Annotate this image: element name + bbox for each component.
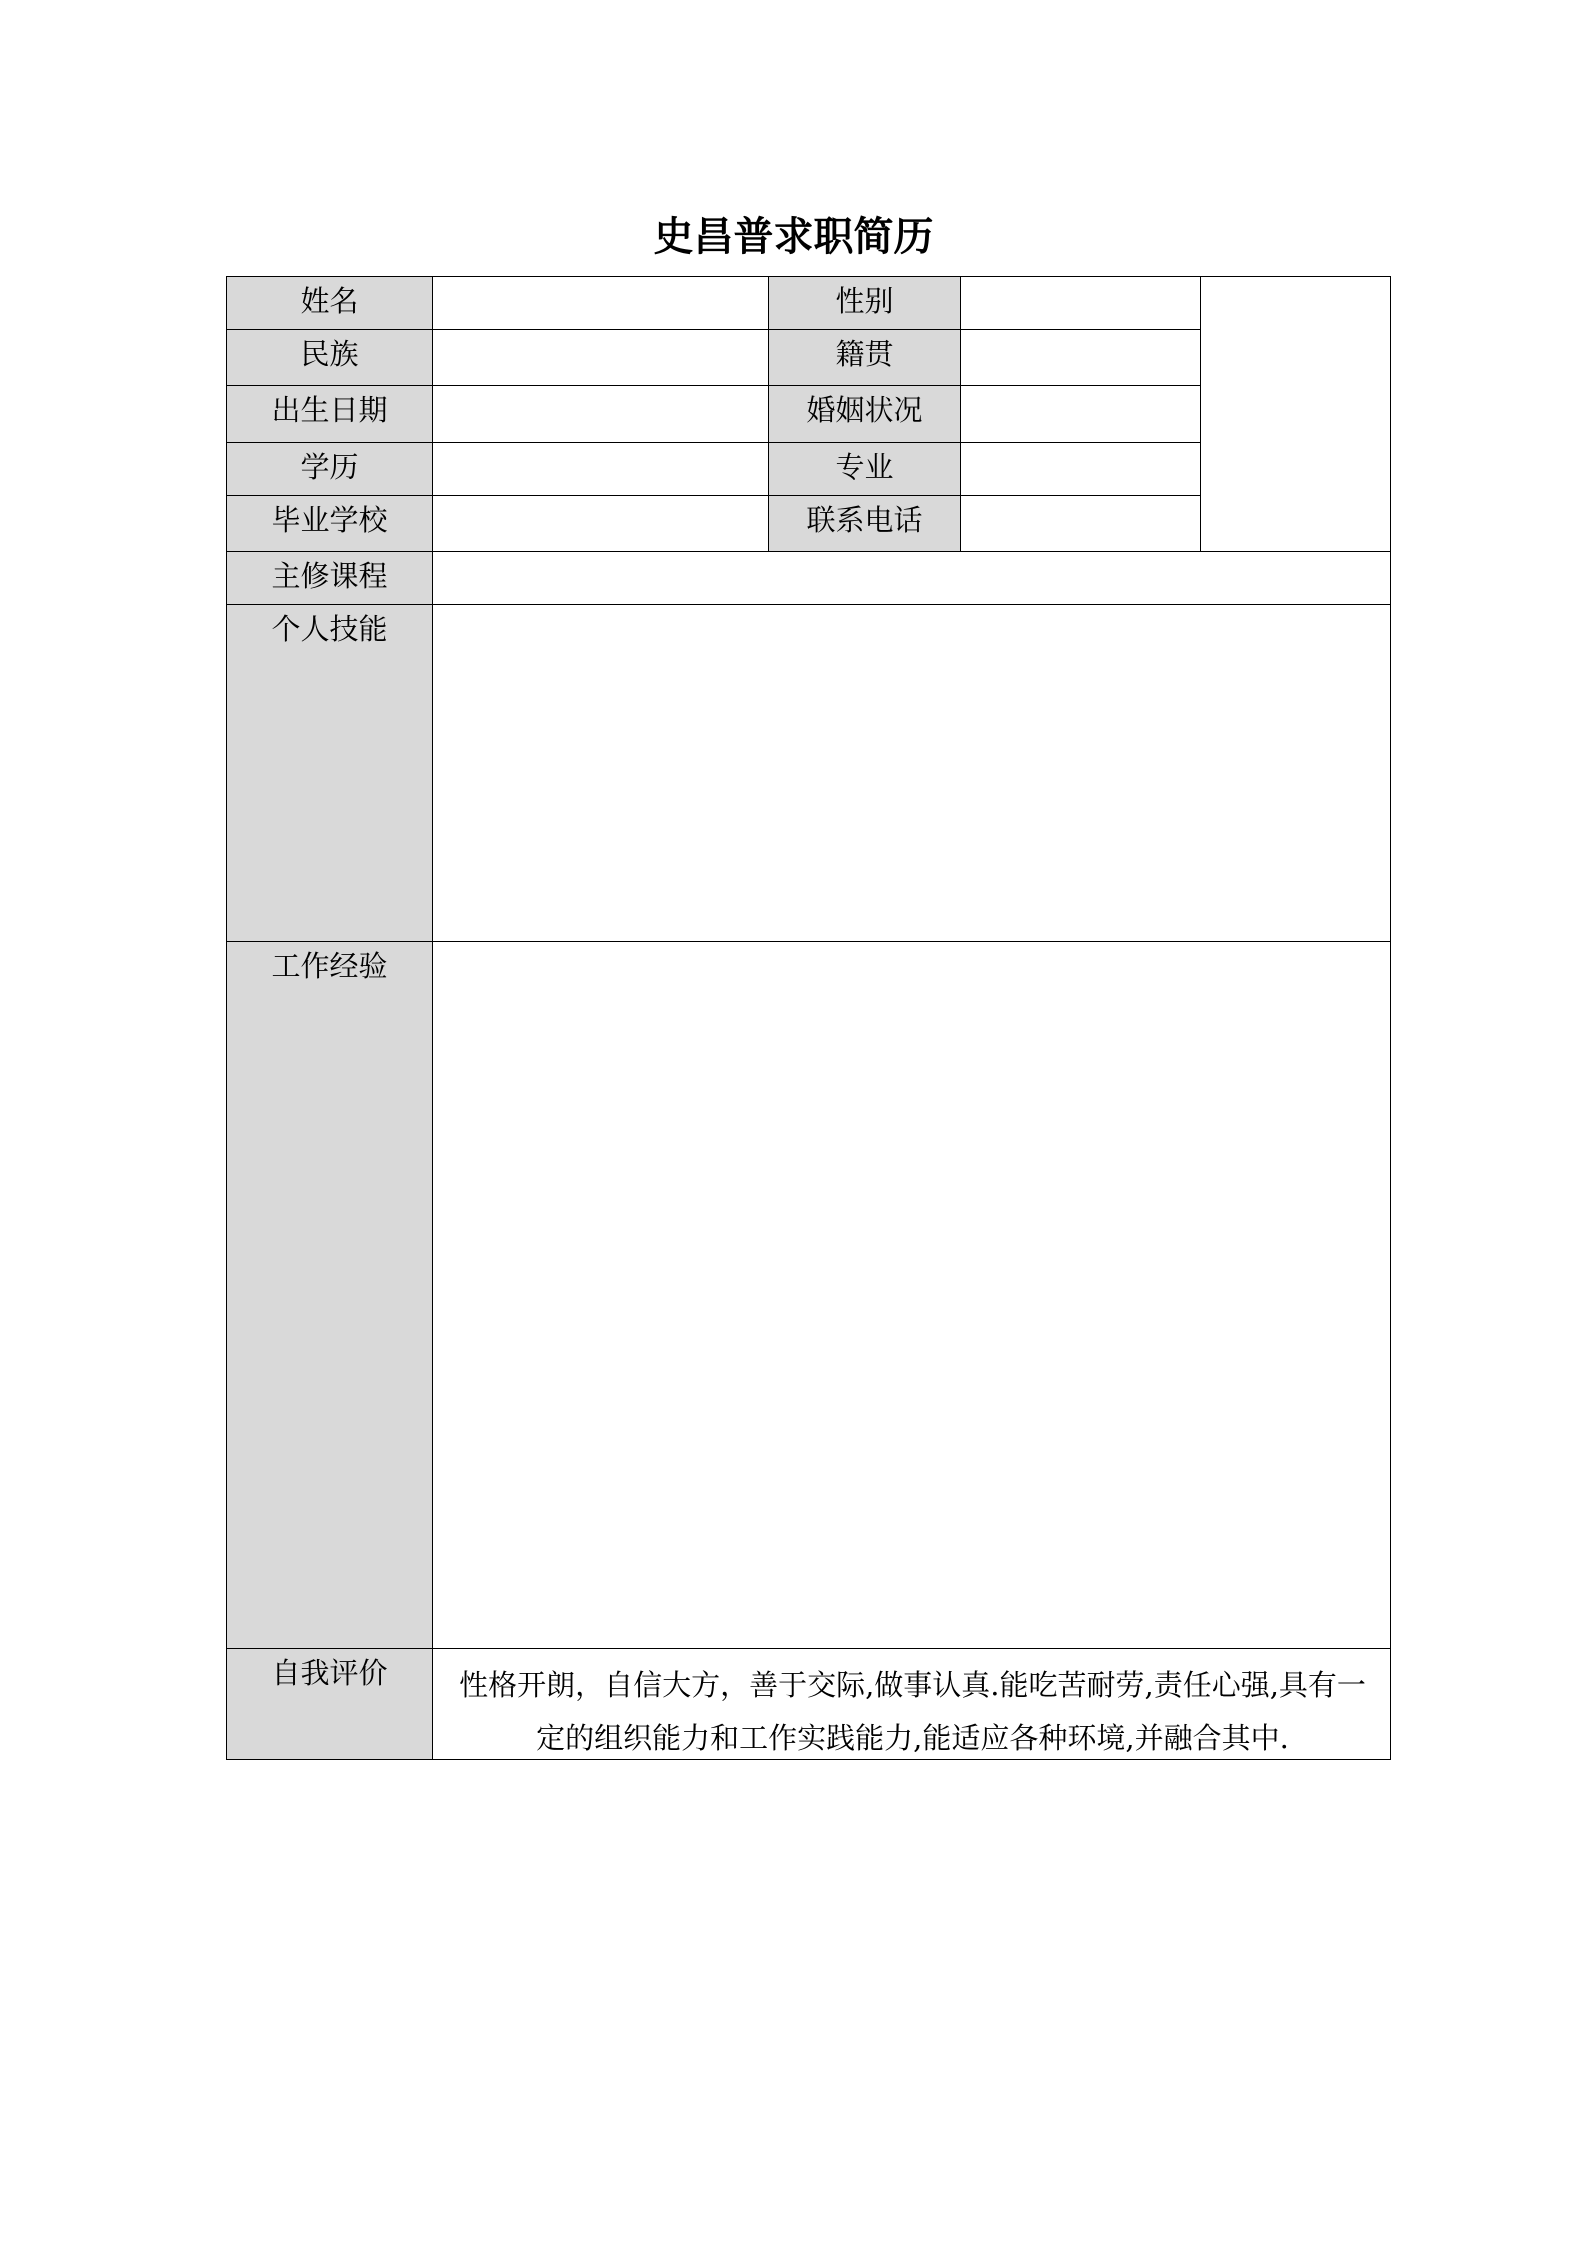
label-text: 婚姻状况 bbox=[806, 393, 923, 427]
label-phone bbox=[768, 495, 961, 552]
major-field[interactable] bbox=[960, 442, 1201, 496]
label-text: 自我评价 bbox=[271, 1656, 388, 1690]
label-text: 毕业学校 bbox=[271, 503, 388, 537]
label-courses bbox=[226, 551, 433, 605]
label-native-place bbox=[768, 329, 961, 386]
label-birthdate bbox=[226, 385, 433, 443]
birthdate-field[interactable] bbox=[432, 385, 769, 443]
label-text: 出生日期 bbox=[271, 393, 388, 427]
label-text: 学历 bbox=[300, 450, 359, 484]
label-text: 个人技能 bbox=[271, 612, 388, 646]
label-marital-status bbox=[768, 385, 961, 443]
gender-field[interactable] bbox=[960, 276, 1201, 330]
label-text: 姓名 bbox=[300, 284, 359, 318]
label-education bbox=[226, 442, 433, 496]
label-text: 专业 bbox=[835, 450, 894, 484]
label-text: 工作经验 bbox=[271, 949, 388, 983]
label-self-evaluation bbox=[226, 1648, 433, 1760]
label-major bbox=[768, 442, 961, 496]
label-gender bbox=[768, 276, 961, 330]
skills-field[interactable] bbox=[432, 604, 1391, 942]
label-ethnicity bbox=[226, 329, 433, 386]
marital-status-field[interactable] bbox=[960, 385, 1201, 443]
work-experience-field[interactable] bbox=[432, 941, 1391, 1649]
ethnicity-field[interactable] bbox=[432, 329, 769, 386]
self-evaluation-field[interactable] bbox=[432, 1648, 1391, 1760]
label-text: 籍贯 bbox=[835, 337, 894, 371]
name-field[interactable] bbox=[432, 276, 769, 330]
label-name bbox=[226, 276, 433, 330]
school-field[interactable] bbox=[432, 495, 769, 552]
label-skills bbox=[226, 604, 433, 942]
courses-field[interactable] bbox=[432, 551, 1391, 605]
phone-field[interactable] bbox=[960, 495, 1201, 552]
self-evaluation-text: 性格开朗，自信大方，善于交际,做事认真.能吃苦耐劳,责任心强,具有一定的组织能力和工作实践能力,能适应各种环境,并融合其中. bbox=[459, 1668, 1366, 1755]
label-text: 性别 bbox=[835, 284, 894, 318]
label-text: 民族 bbox=[300, 337, 359, 371]
label-work-experience bbox=[226, 941, 433, 1649]
education-field[interactable] bbox=[432, 442, 769, 496]
photo-box[interactable] bbox=[1200, 276, 1391, 552]
label-school bbox=[226, 495, 433, 552]
label-text: 联系电话 bbox=[806, 503, 923, 537]
page-title: 史昌普求职简历 bbox=[653, 213, 934, 260]
native-place-field[interactable] bbox=[960, 329, 1201, 386]
label-text: 主修课程 bbox=[271, 559, 388, 593]
